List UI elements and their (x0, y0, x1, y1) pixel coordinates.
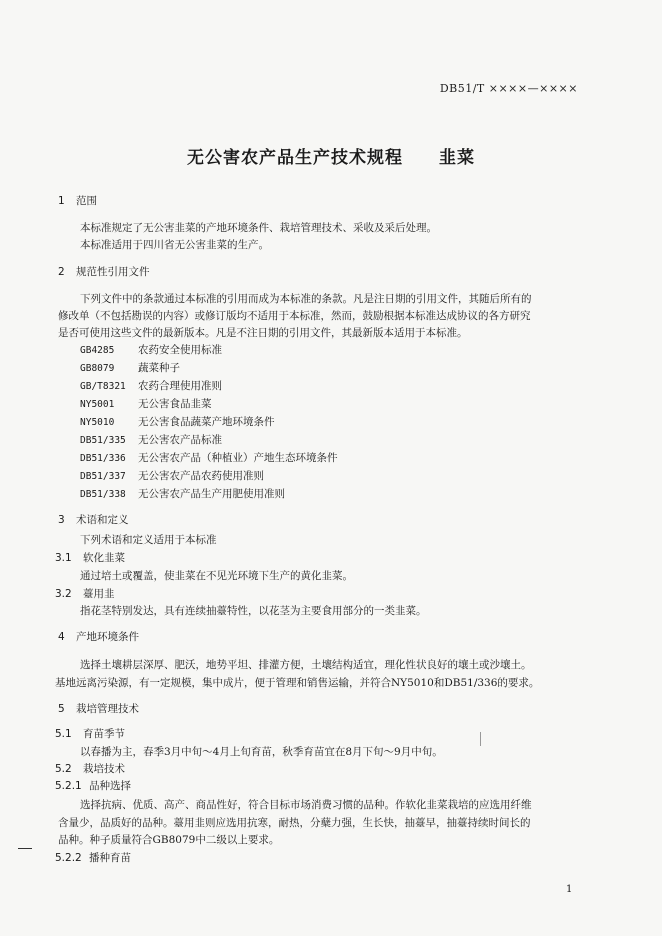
paragraph-line: 下列文件中的条款通过本标准的引用而成为本标准的条款。凡是注日期的引用文件，其随后所有的 (80, 293, 532, 305)
reference-code: GB4285 (80, 345, 115, 356)
reference-name: 无公害农产品生产用肥使用准则 (138, 488, 285, 500)
paragraph: 本标准规定了无公害韭菜的产地环境条件、栽培管理技术、采收及采后处理。 (80, 222, 437, 234)
reference-code: GB/T8321 (80, 381, 126, 392)
term-heading (55, 551, 125, 565)
standard-code: DB51/T ××××—×××× (439, 82, 578, 95)
section-4-heading (58, 630, 139, 644)
scan-mark (480, 732, 481, 746)
term-title: 软化韭菜 (83, 552, 125, 564)
subsection-number: 5.2.1 (55, 780, 82, 792)
subsection-heading (55, 727, 125, 741)
term-number: 3.1 (55, 552, 72, 564)
reference-name: 蔬菜种子 (138, 362, 180, 374)
section-1-heading (58, 194, 97, 208)
reference-code: NY5001 (80, 399, 115, 410)
reference-name: 农药合理使用准则 (138, 380, 222, 392)
reference-item (80, 361, 180, 376)
reference-code: GB8079 (80, 363, 115, 374)
section-number: 1 (58, 195, 65, 207)
reference-item (80, 433, 222, 448)
subsection-title: 栽培技术 (83, 763, 125, 775)
reference-item (80, 343, 222, 358)
reference-item (80, 379, 222, 394)
reference-code: DB51/338 (80, 489, 126, 500)
section-title: 栽培管理技术 (76, 703, 139, 715)
paragraph: 本标准适用于四川省无公害韭菜的生产。 (80, 239, 269, 251)
term-definition: 指花茎特别发达，具有连续抽薹特性，以花茎为主要食用部分的一类韭菜。 (80, 605, 427, 617)
subsection-title: 育苗季节 (83, 728, 125, 740)
reference-code: DB51/336 (80, 453, 126, 464)
section-title: 规范性引用文件 (76, 266, 150, 278)
paragraph-line: 品种。种子质量符合GB8079中二级以上要求。 (58, 834, 280, 846)
section-number: 3 (58, 514, 65, 526)
section-3-heading (58, 513, 129, 527)
subsection-heading (55, 762, 125, 776)
subsection-number: 5.2 (55, 763, 72, 775)
reference-item (80, 397, 212, 412)
section-number: 2 (58, 266, 65, 278)
document-title: 无公害农产品生产技术规程 韭菜 (187, 148, 475, 168)
paragraph-line: 修改单（不包括勘误的内容）或修订版均不适用于本标准，然而，鼓励根据本标准达成协议的各方研究 (58, 310, 531, 322)
section-title: 术语和定义 (76, 514, 129, 526)
reference-code: NY5010 (80, 417, 115, 428)
reference-name: 无公害农产品标准 (138, 434, 222, 446)
subsection-title: 品种选择 (89, 780, 131, 792)
section-number: 4 (58, 631, 65, 643)
reference-name: 无公害农产品（种植业）产地生态环境条件 (138, 452, 338, 464)
section-title: 产地环境条件 (76, 631, 139, 643)
subsection-title: 播种育苗 (89, 852, 131, 864)
subsection-number: 5.2.2 (55, 852, 82, 864)
paragraph-line: 基地远离污染源，有一定规模，集中成片，便于管理和销售运输，并符合NY5010和DB51/336的要求。 (55, 677, 540, 689)
subsection-number: 5.1 (55, 728, 72, 740)
reference-item (80, 487, 285, 502)
reference-item (80, 415, 275, 430)
section-number: 5 (58, 703, 65, 715)
section-2-heading (58, 265, 150, 279)
term-definition: 通过培土或覆盖，使韭菜在不见光环境下生产的黄化韭菜。 (80, 570, 353, 582)
reference-name: 农药安全使用标准 (138, 344, 222, 356)
paragraph: 下列术语和定义适用于本标准 (80, 534, 217, 546)
reference-name: 无公害食品韭菜 (138, 398, 212, 410)
term-heading (55, 587, 115, 601)
page-number: 1 (566, 884, 573, 895)
reference-name: 无公害食品蔬菜产地环境条件 (138, 416, 275, 428)
reference-item (80, 469, 264, 484)
paragraph: 以春播为主，春季3月中旬～4月上旬育苗，秋季育苗宜在8月下旬～9月中旬。 (80, 746, 443, 758)
margin-mark (18, 848, 32, 849)
reference-code: DB51/337 (80, 471, 126, 482)
section-title: 范围 (76, 195, 97, 207)
section-5-heading (58, 702, 139, 716)
subsection-heading (55, 779, 131, 793)
paragraph-line: 选择抗病、优质、高产、商品性好，符合目标市场消费习惯的品种。作软化韭菜栽培的应选用纤维 (80, 799, 532, 811)
subsection-heading (55, 851, 131, 865)
reference-name: 无公害农产品农药使用准则 (138, 470, 264, 482)
term-title: 薹用韭 (83, 588, 115, 600)
term-number: 3.2 (55, 588, 72, 600)
paragraph-line: 含量少，品质好的品种。薹用韭则应选用抗寒，耐热，分蘖力强，生长快，抽薹早，抽薹持续时间长的 (58, 817, 531, 829)
paragraph-line: 是否可使用这些文件的最新版本。凡是不注日期的引用文件，其最新版本适用于本标准。 (58, 327, 468, 339)
reference-item (80, 451, 338, 466)
reference-code: DB51/335 (80, 435, 126, 446)
paragraph-line: 选择土壤耕层深厚、肥沃，地势平坦、排灌方便，土壤结构适宜，理化性状良好的壤土或沙壤土。 (80, 659, 532, 671)
